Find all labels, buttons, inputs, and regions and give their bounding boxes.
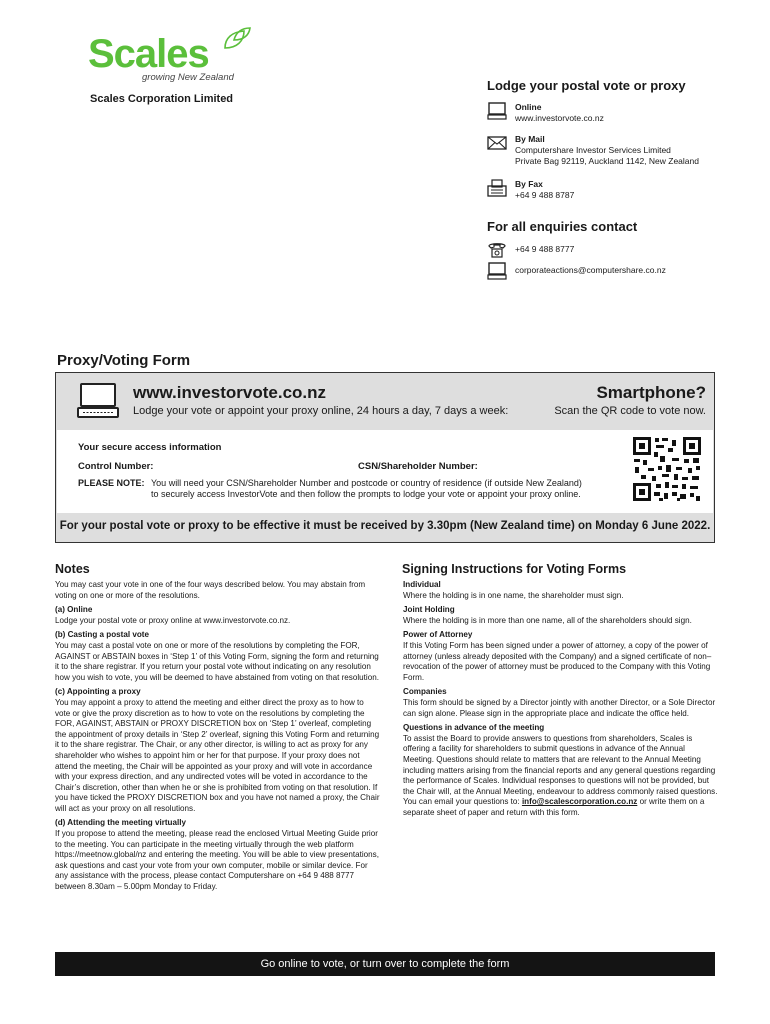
deadline-notice: For your postal vote or proxy to be effective it must be received by 3.30pm (New Zealand time) on Monday 6 June 2022. (59, 520, 711, 532)
investorvote-url[interactable]: www.investorvote.co.nz (133, 383, 327, 402)
laptop-icon (77, 383, 119, 419)
sign-individual-title: Individual (403, 580, 441, 589)
mail-line1: Computershare Investor Services Limited (515, 145, 671, 155)
notes-title: Notes (55, 562, 90, 576)
sign-poa (403, 630, 718, 683)
sign-questions-tail: or write them on a separate sheet of paper and return with this form. (403, 797, 705, 817)
sign-individual (403, 580, 718, 601)
sign-questions (403, 723, 718, 818)
enquiry-email[interactable]: corporateactions@computershare.co.nz (515, 265, 666, 275)
form-title: Proxy/Voting Form (57, 352, 191, 369)
sign-poa-title: Power of Attorney (403, 630, 473, 640)
sign-poa-text: If this Voting Form has been signed under a power of attorney, a copy of the power of attorney (unless already deposited with the Company) and a signed certificate of non–revocation of the power of attorney must be produced to the Company with this Voting Form. (403, 640, 712, 682)
sign-companies-title: Companies (403, 687, 447, 697)
mail-line2: Private Bag 92119, Auckland 1142, New Zealand (515, 156, 699, 166)
note-appoint-proxy (55, 687, 380, 814)
sign-joint-text: Where the holding is in more than one name, all of the shareholders should sign. (403, 615, 692, 625)
note-attend-virtually (55, 818, 380, 892)
sign-joint (403, 605, 718, 626)
mail-label: By Mail (515, 134, 545, 144)
note-online (55, 605, 380, 626)
lodge-title: Lodge your postal vote or proxy (487, 78, 686, 93)
secure-access-title: Your secure access information (78, 442, 222, 453)
questions-email-link[interactable]: info@scalescorporation.co.nz (521, 797, 638, 807)
logo-tagline: growing New Zealand (142, 72, 234, 83)
note-c-text: You may appoint a proxy to attend the meeting and either direct the proxy as to how to vote or give the proxy discretion as to how to vote on the resolutions by completing the FOR, AGAINST, ABSTAIN or PROXY DISCRETION box on ‘Step 1’ overleaf, completing the appointment of proxy details in ‘Step 2’ overleaf, signing this Voting Form and returning it to the share registrar. The Chair, or any other director, is willing to act as proxy for any shareholder who wishes to appoint him or her for that purpose. If your proxy does not attend the meeting, the Chair will be appointed as your proxy and will vote in accordance with your express direction, and any undirected votes will be voted in accordance to the Chair’s discretion, other than when he or she is prohibited from voting on that resolution. If you have ticked the PROXY DISCRETION box and you have not named a proxy, the Chair will act as your proxy on all resolutions. (55, 697, 380, 813)
phone-icon (487, 241, 507, 259)
envelope-icon (487, 134, 507, 152)
note-d-title: (d) Attending the meeting virtually (55, 818, 187, 828)
note-a-title: (a) Online (55, 605, 93, 615)
leaf-icon (222, 26, 252, 52)
lodge-online-text: Lodge your vote or appoint your proxy online, 24 hours a day, 7 days a week: (133, 405, 509, 417)
note-c-title: (c) Appointing a proxy (55, 687, 141, 697)
please-note-line-2: to securely access InvestorVote and then follow the prompts to lodge your vote or appoint your proxy online. (151, 489, 581, 499)
note-a-text: Lodge your postal vote or proxy online at www.investorvote.co.nz. (55, 615, 291, 625)
note-b-title: (b) Casting a postal vote (55, 630, 149, 640)
online-label: Online (515, 102, 542, 112)
sign-questions-title: Questions in advance of the meeting (403, 723, 545, 733)
scan-qr-text: Scan the QR code to vote now. (554, 405, 706, 417)
computer-icon (487, 262, 507, 280)
note-b-text: You may cast a postal vote on one or more of the resolutions by completing the FOR, AGAINST or ABSTAIN boxes in ‘Step 1’ of this Voting Form, signing the form and returning it to the share registrar. If you return your postal vote without indicating on any resolution how you wish to vote, you will be deemed to have abstained from voting on that resolution. (55, 640, 379, 682)
signing-title: Signing Instructions for Voting Forms (402, 562, 627, 576)
footer-banner: Go online to vote, or turn over to complete the form (55, 952, 715, 976)
enquiries-title: For all enquiries contact (487, 219, 638, 234)
sign-questions-text: To assist the Board to provide answers to questions from shareholders, Scales is offering a facility for shareholders to submit questions in advance of the Annual Meeting. Questions should relate to matters that are relevant to the Annual Meeting including matters arising from the financial reports and any general questions regarding the performance of Scales. Individual responses to questions will not be provided, but the Chair will, at the Annual Meeting, endeavour to address commonly raised questions. You can email your questions to: (403, 733, 718, 807)
qr-code[interactable] (632, 436, 702, 502)
logo-wordmark: Scales (88, 32, 209, 76)
computer-icon (487, 102, 507, 120)
sign-companies-text: This form should be signed by a Director jointly with another Director, or a Sole Director can sign alone. Please sign in the appropriate place and indicate the office held. (403, 697, 716, 718)
online-url[interactable]: www.investorvote.co.nz (515, 113, 604, 123)
please-note-line-1: You will need your CSN/Shareholder Number and postcode or country of residence (if outside New Zealand) (151, 478, 582, 488)
fax-label: By Fax (515, 179, 543, 189)
phone-number: +64 9 488 8777 (515, 244, 575, 254)
smartphone-heading: Smartphone? (596, 383, 706, 402)
please-note-text (151, 478, 611, 500)
sign-joint-title: Joint Holding (403, 605, 455, 615)
note-d-text: If you propose to attend the meeting, please read the enclosed Virtual Meeting Guide prior to the meeting. You can participate in the meeting virtually through the web platform https://meetnow.global/nz and entering the meeting. You will be able to view presentations, ask questions and cast your vote from your own computer, mobile or similar device. For any assistance with the process, please contact Computershare on +64 9 488 8777 between 8.30am – 5.00pm Monday to Friday. (55, 829, 379, 892)
notes-column (55, 580, 380, 897)
notes-intro: You may cast your vote in one of the four ways described below. You may abstain from voting on one or more of the resolutions. (55, 580, 366, 600)
fax-icon (487, 179, 507, 197)
signing-column (403, 580, 718, 822)
sign-companies (403, 687, 718, 719)
please-note-label: PLEASE NOTE: (78, 478, 145, 488)
control-number-label: Control Number: (78, 461, 154, 472)
fax-number: +64 9 488 8787 (515, 190, 575, 200)
sign-individual-text: Where the holding is in one name, the shareholder must sign. (403, 590, 624, 600)
note-postal-vote (55, 630, 380, 683)
scales-logo (88, 26, 258, 88)
company-name: Scales Corporation Limited (90, 93, 234, 105)
csn-number-label: CSN/Shareholder Number: (358, 461, 478, 472)
